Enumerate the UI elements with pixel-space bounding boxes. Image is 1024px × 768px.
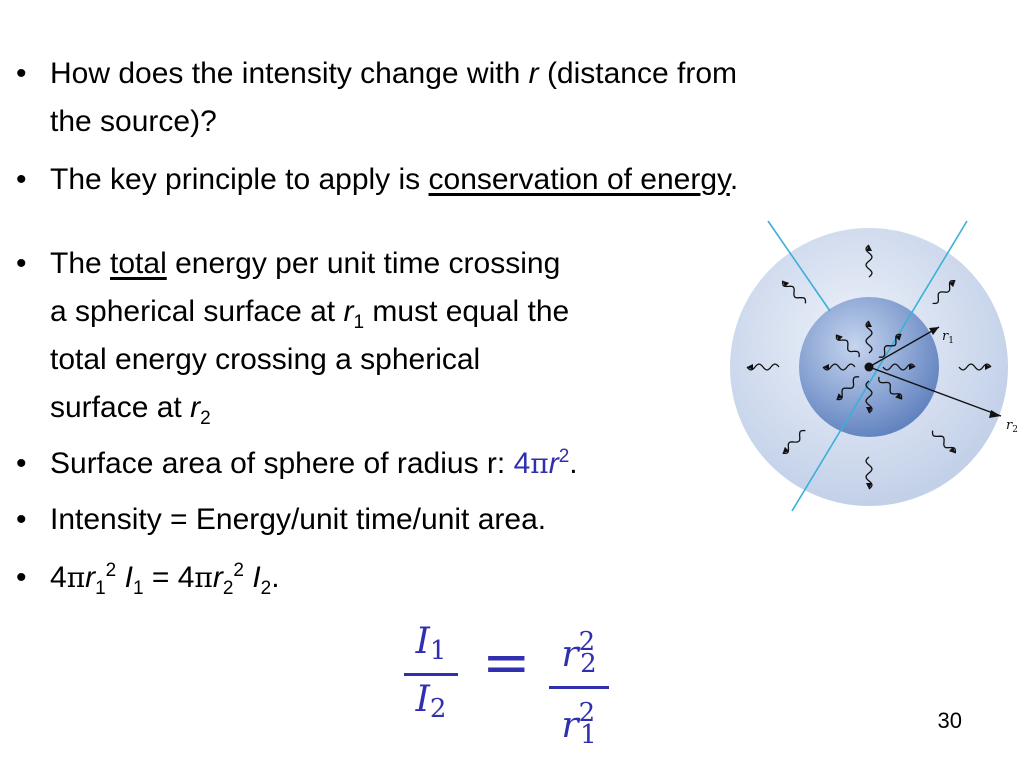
conservation-of-energy-term: conservation of energy xyxy=(428,163,730,196)
bullet-marker: • xyxy=(16,163,27,196)
bullet-marker: • xyxy=(16,247,27,280)
intensity-fraction: $\frac{I1}{I2}$ xyxy=(404,622,458,729)
radius-fraction: $\frac{r^22}{r^21}$ xyxy=(549,622,609,755)
bullet-text: How does the intensity change with r (distance from xyxy=(50,57,738,90)
total-term: total xyxy=(110,247,167,280)
bullet-marker: • xyxy=(16,503,27,536)
spherical-wave-diagram xyxy=(722,215,1024,525)
equals-sign: = xyxy=(482,628,531,696)
point-source xyxy=(865,363,874,372)
r1-label: $r_1$ xyxy=(942,329,954,346)
r2-label: $r_2$ xyxy=(1006,418,1018,435)
bullet-marker: • xyxy=(16,57,27,90)
intensity-ratio-equation xyxy=(404,612,614,750)
page-number: 30 xyxy=(937,708,962,733)
bullet-marker: • xyxy=(16,561,27,594)
surface-area-formula: $4\pi r^2$ xyxy=(513,446,570,480)
bullet-text: The key principle to apply is conservation of energy. xyxy=(50,163,739,196)
bullet-marker: • xyxy=(16,447,27,480)
